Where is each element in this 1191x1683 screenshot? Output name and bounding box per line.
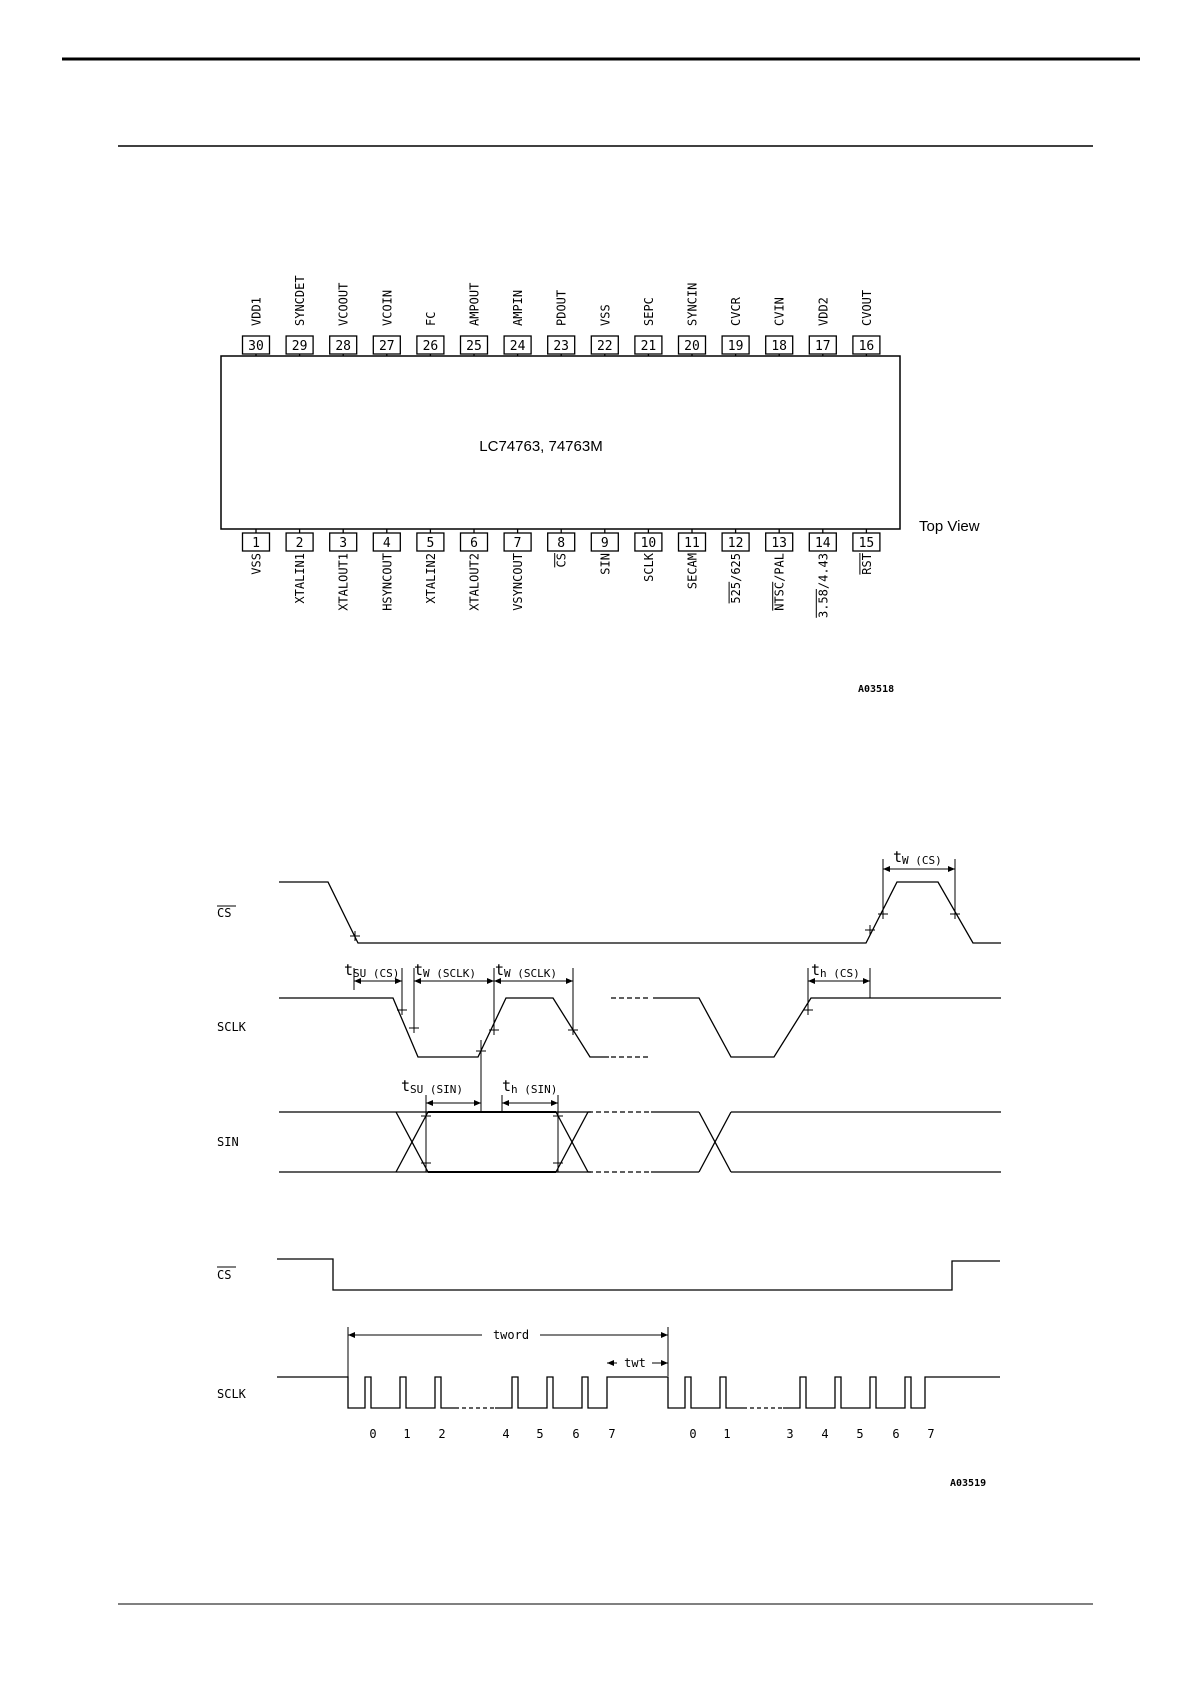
pin-6: [461, 529, 488, 611]
pin-name-group: [555, 553, 569, 567]
pin-22: [591, 304, 618, 356]
pin-30: [243, 297, 270, 356]
bit-number: 1: [723, 1427, 731, 1441]
pin-3: [330, 529, 357, 611]
bit-number: 5: [856, 1427, 864, 1441]
pin-number: 27: [378, 339, 395, 354]
signal-label-cs-2: CS: [217, 1268, 232, 1282]
bit-number: 0: [689, 1427, 697, 1441]
pin-name-group: [729, 296, 743, 326]
pin-25: [461, 283, 488, 356]
pin-name: XTALOUT1: [336, 553, 351, 611]
top-view-label: Top View: [919, 518, 980, 535]
pin-number: 9: [600, 536, 609, 551]
pin-number: 10: [640, 536, 657, 551]
signal-label-cs: CS: [217, 906, 232, 920]
pin-number: 14: [814, 536, 831, 551]
pin-name-group: [773, 297, 787, 326]
dimension-arrows: [354, 869, 955, 1103]
bit-number: 0: [369, 1427, 377, 1441]
pin-name: AMPOUT: [467, 282, 482, 326]
pin-name-group: [555, 290, 569, 326]
pin-10: [635, 529, 662, 582]
pin-name-group: [337, 553, 351, 611]
pin-number: 15: [858, 536, 875, 551]
pin-name-group: [424, 312, 438, 326]
chip-label: LC74763, 74763M: [479, 438, 603, 455]
pin-number: 6: [470, 536, 478, 551]
pin-name: CS: [554, 553, 569, 568]
pin-12: [722, 529, 749, 604]
pin-name: PDOUT: [554, 289, 569, 326]
pin-name-group: [468, 553, 482, 611]
pin-18: [766, 297, 793, 356]
pin-name-group: [250, 553, 264, 575]
bit-number: 4: [821, 1427, 829, 1441]
pin-name: XTALOUT2: [467, 553, 482, 611]
pin-7: [504, 529, 531, 611]
pin-name-group: [686, 283, 700, 326]
param-tsu-cs: tSU (CS): [344, 961, 400, 980]
param-tword: tword: [492, 1328, 530, 1342]
pin-name-group: [729, 553, 743, 604]
pin-number: 19: [727, 339, 744, 354]
pin-number: 23: [553, 339, 570, 354]
pin-name-group: [598, 304, 612, 326]
pin-name: XTALIN1: [293, 553, 308, 604]
bit-number-row: [369, 1427, 934, 1441]
pin-number: 30: [248, 339, 264, 354]
pin-name-group: [468, 283, 482, 326]
pin-number: 3: [339, 536, 348, 551]
pin-29: [286, 275, 313, 356]
pin-13: [766, 529, 793, 611]
pin-name: VDD2: [816, 297, 831, 326]
pin-name: SECAM: [685, 553, 700, 590]
pin-number: 2: [295, 536, 304, 551]
pin-name: AMPIN: [511, 289, 526, 326]
tword-arrow-head-left: [348, 1332, 355, 1338]
pin-name: XTALIN2: [423, 553, 438, 604]
sclk-waveform-2: [653, 998, 1001, 1057]
bit-number: 6: [572, 1427, 580, 1441]
pin-name-group: [380, 290, 394, 326]
pin-name-group: [816, 297, 830, 326]
pin-number: 1: [252, 536, 260, 551]
pin-number: 18: [771, 339, 788, 354]
pin-name: SCLK: [641, 553, 656, 582]
pin-number: 4: [382, 536, 391, 551]
pin-name: SEPC: [641, 297, 656, 326]
pin-number: 20: [684, 339, 700, 354]
pin-name-group: [337, 283, 351, 326]
pin-number: 25: [466, 339, 482, 354]
pin-number: 8: [557, 536, 566, 551]
pin-name-group: [511, 553, 525, 611]
timing-figure-id: A03519: [950, 1478, 987, 1489]
pin-name: HSYNCOUT: [380, 553, 395, 611]
pin-number: 12: [727, 536, 744, 551]
pin-name-group: [511, 290, 525, 326]
pin-name: VSS: [598, 304, 613, 326]
cs-waveform: [279, 882, 1001, 943]
pin-23: [548, 290, 575, 356]
pin-number: 5: [426, 536, 435, 551]
pin-name: FC: [423, 311, 438, 326]
pin-11: [679, 529, 706, 589]
pin-19: [722, 296, 749, 356]
pin-17: [809, 297, 836, 356]
pin-name: SYNCDET: [293, 275, 308, 326]
pin-1: [243, 529, 270, 575]
pin-name-group: [773, 553, 787, 611]
top-pin-row: [243, 275, 880, 356]
twt-arrow-head-left: [607, 1360, 614, 1366]
signal-label-sclk: SCLK: [217, 1020, 246, 1034]
pin-name: SIN: [598, 553, 613, 575]
pinout-diagram: [221, 275, 980, 695]
pin-number: 22: [596, 339, 613, 354]
pin-4: [373, 529, 400, 611]
bit-number: 2: [438, 1427, 446, 1441]
sclk-word-waveform: [277, 1377, 455, 1408]
serial-timing-diagram: [217, 848, 1001, 1172]
pin-name-group: [293, 553, 307, 604]
signal-label-sclk-2: SCLK: [217, 1387, 246, 1401]
param-tw-sclk-low: tW (SCLK): [414, 961, 477, 980]
arrow-heads: [354, 866, 955, 1106]
twt-arrow-head-right: [661, 1360, 668, 1366]
bit-number: 5: [536, 1427, 544, 1441]
pin-name-group: [816, 553, 830, 618]
pin-name: VCOOUT: [336, 282, 351, 326]
bit-number: 4: [502, 1427, 510, 1441]
pin-name-group: [380, 553, 394, 611]
bit-number: 6: [892, 1427, 900, 1441]
pin-name-group: [686, 553, 700, 589]
pin-name: 3.58/4.43: [816, 553, 831, 619]
bit-number: 7: [927, 1427, 935, 1441]
pin-name: VCOIN: [380, 289, 395, 326]
pin-number: 11: [684, 536, 700, 551]
pin-14: [809, 529, 836, 618]
pin-name: CVIN: [772, 297, 787, 326]
pin-number: 7: [513, 536, 522, 551]
pin-16: [853, 290, 880, 356]
pin-name-group: [250, 297, 264, 326]
cs-waveform-2: [277, 1259, 1000, 1290]
sclk-word-waveform-c: [783, 1377, 1000, 1408]
pin-name-group: [860, 553, 874, 575]
pin-name: RST: [859, 553, 874, 575]
sclk-waveform: [279, 998, 609, 1057]
pinout-figure-id: A03518: [858, 684, 895, 695]
param-tw-sclk-high: tW (SCLK): [495, 961, 558, 980]
pin-number: 24: [509, 339, 526, 354]
word-timing-diagram: [217, 1259, 1000, 1489]
pin-name-group: [642, 552, 656, 582]
pin-number: 17: [814, 339, 831, 354]
pin-name-group: [642, 297, 656, 326]
bottom-pin-row: [243, 529, 880, 618]
pin-name-group: [598, 553, 612, 575]
pin-9: [591, 529, 618, 575]
pin-26: [417, 312, 444, 356]
pin-2: [286, 529, 313, 604]
bit-number: 1: [403, 1427, 411, 1441]
pin-name: VSS: [249, 553, 264, 575]
timing-param-labels: [344, 848, 942, 1096]
param-th-cs: th (CS): [811, 961, 860, 980]
pin-24: [504, 290, 531, 356]
pin-name: CVCR: [729, 297, 744, 326]
bit-number: 7: [608, 1427, 616, 1441]
pin-number: 21: [640, 339, 657, 354]
pin-name-group: [860, 290, 874, 326]
pin-number: 29: [291, 339, 308, 354]
param-tw-cs: tW (CS): [893, 848, 942, 867]
pin-name: VSYNCOUT: [511, 553, 526, 611]
tword-arrow-head-right: [661, 1332, 668, 1338]
pin-15: [853, 529, 880, 575]
pin-name: VDD1: [249, 297, 264, 326]
signal-label-sin: SIN: [217, 1135, 239, 1149]
pin-number: 16: [858, 339, 875, 354]
pin-name-group: [293, 275, 307, 326]
pin-8: [548, 529, 575, 567]
sclk-word-waveform-b: [495, 1377, 743, 1408]
pin-name: 525/625: [729, 553, 744, 604]
pin-27: [373, 290, 400, 356]
pin-number: 13: [771, 536, 788, 551]
pin-21: [635, 297, 662, 356]
pin-name: NTSC/PAL: [772, 553, 787, 611]
pin-name-group: [424, 553, 438, 604]
param-twt: twt: [624, 1356, 646, 1370]
param-tsu-sin: tSU (SIN): [401, 1077, 464, 1096]
pin-28: [330, 283, 357, 356]
pin-number: 28: [335, 339, 352, 354]
pin-name: CVOUT: [859, 289, 874, 326]
pin-number: 26: [422, 339, 439, 354]
param-th-sin: th (SIN): [502, 1077, 558, 1096]
crossing-marks: [350, 909, 960, 1168]
pin-5: [417, 529, 444, 604]
bit-number: 3: [786, 1427, 794, 1441]
pin-name: SYNCIN: [685, 282, 700, 326]
pin-20: [679, 283, 706, 356]
